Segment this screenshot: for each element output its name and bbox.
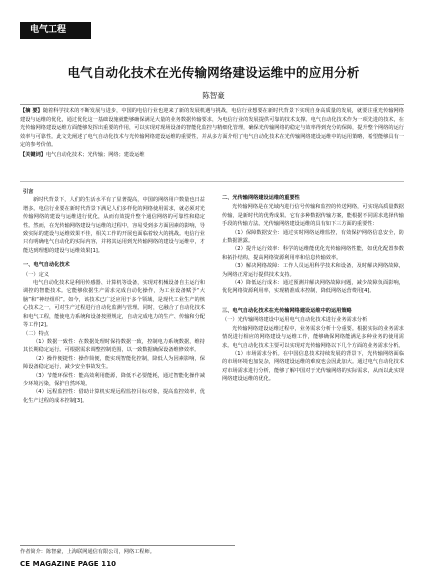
section-tag: 电气工程: [20, 22, 91, 39]
article-title: 电气自动化技术在光传输网络建设运维中的应用分析: [67, 65, 360, 80]
keywords-label: 【关键词】: [20, 151, 46, 158]
left-heading: （一）定义: [23, 271, 49, 278]
keywords-text: 电气自动化技术；光传输；网络；建设运维: [45, 151, 145, 158]
author: 陈智豪: [202, 91, 225, 100]
page-footer: CE MAGAZINE PAGE 110: [20, 560, 117, 568]
right-paragraph: 光传输网络是在光域内进行信号传输和监控的传送网络，可实现高质量数据传输，是新时代的优秀成果。它有多种数据传输方案，能根据不同需求选择传输手段的传输方法。光传输网络建设运维的具有如下三方面的重要性：: [222, 204, 404, 228]
right-paragraph: （3）解决网络故障：工作人员运用科学技术和设备，及时解决网络故障，为网络正常运行提供技术支持。: [222, 263, 404, 278]
left-heading: 一、电气自动化技术: [23, 262, 70, 269]
left-column: [23, 188, 205, 405]
right-heading: 三、电气自动化技术在光传输网络建设运维中的运用策略: [222, 307, 352, 314]
abstract-label: 【摘 要】: [20, 108, 43, 114]
right-paragraph: （1）保障数据安全：通过实时网络运维监控，有效保护网络信息安全，防止数据泄露。: [222, 229, 404, 245]
right-paragraph: （1）市场需求分析。在中国信息技术持续发展的背景下，光传输网络面临的市场环境也加复杂，网络建设运维的难度也会因此加大。通过电气自动化技术对市场需求进行分析，能够了解中国对于光传输网络的实际需求，从而以此实现网络建设运维的优化。: [222, 350, 404, 383]
right-column: [222, 188, 404, 384]
abstract-body: [20, 107, 404, 150]
right-paragraph: 光传输网络建设运维过程中，业务需求分析十分重要。根据实际的业务需求情况进行相应的网络建设与运维工作，能够确保网络能满足多种业务的使用需求。电气自动化技术主要可以实现对光传输网络以下几个方面的业务需求分析。: [222, 325, 404, 349]
right-paragraph: （4）降低运行成本：通过预测并解决网络故障问题，减少故障负面影响，优化网络资源利用率，实现精准成本控制，降低网络运营费用[4]。: [222, 280, 404, 295]
right-heading: （一）光传输网络建设中运用电气自动化技术进行业务需求分析: [222, 317, 368, 324]
keywords: [20, 151, 404, 160]
right-paragraph: （2）提升运行效率：科学的运维能优化光传输网络性能，如优化配置参数和拓扑结构，提高网络资源利用率和信息传输效率。: [222, 246, 404, 261]
abstract: [20, 104, 404, 160]
left-heading: （二）特点: [23, 330, 49, 337]
left-paragraph: 电气自动化技术是利用传感器、计算机等设备，实现对机械设备自主运行和调控的智能技术。它能够依据生产需求完成自动化操作，为工业设备赋予“大脑”和“神经组织”。如今，该技术已广泛应用于多个领域，是现代工业生产的核心技术之一，可对生产过程进行自动化监测与管理。同时，它融合了自动化技术和电气工程，能使电力系统和设备按照规定，自动完成电力的生产、传输和分配等工作[2]。: [23, 280, 205, 329]
left-paragraph: （3）节能环保性：能高效利用能源，降低不必要能耗，通过智能化操作减少环境污染，保护自然环境。: [23, 372, 205, 387]
right-heading: 二、光传输网络建设运维的重要性: [222, 195, 300, 201]
left-paragraph: （2）操作便捷性：操作简便，能实现智能化控制，降低人为因素影响，保障设备稳定运行，减少安全事故发生。: [23, 355, 205, 371]
abstract-text: 随着科学技术的不断发展与进步，中国的电信行业也迎来了新的发展机遇与挑战，电信行业想要在新时代背景下实现自身高质量的发展，就要注重光传输网络建设与运维的优化，通过优化这一基础设施就能够确保满足大量的业务数据传输要求，为电信行业的发展提供可靠的技术支撑。电气自动化技术作为一项先进的技术，在光传输网络建设运维方面能够发挥出重要的作用，可以实现对现场设备的智能化监控与精细化管理，确保光传输网络的稳定与效率得到充分的保障，提升整个网络的运行效率与可靠性。此文先阐述了电气自动化技术与光传输网络建设运维的重要性，并从多方面介绍了电气自动化技术在光传输网络建设运维中的运用策略，希望能够具有一定的参考价值。: [20, 108, 404, 149]
left-paragraph: （4）远程监控性：借助计算机实现远程监控目标对象，提高监控效率，优化生产过程的成本控制[3]。: [23, 389, 205, 404]
left-heading: 引言: [23, 189, 34, 195]
abstract-divider: [20, 181, 404, 182]
right-spacer: [222, 296, 404, 301]
author-footnote: 作者简介：陈智豪，上海联网通信有限公司，网络工程师。: [20, 545, 235, 555]
left-paragraph: 新时代背景下，人们的生活水平有了显著提高，中国的网络用户数量也日益增多。电信行业要在新时代背景下满足人们多样化的网络使用需求，就必须对光传输网络的建设与运维进行优化，从而有效提升整个通信网络的可靠性和稳定性。然而，在光传输网络建设与运维的过程中，容易受到多方面因素的影响，导致实际的建设与运维效果不佳，相关工作的开展也面临着较大的挑战。电信行业只有明确电气自动化的实际内容，并将其运用到光传输网络的建设与运维中，才能达到理想的建设与运维效果[1]。: [23, 197, 205, 254]
left-paragraph: （1）数据一致性：在数据处理时保持数据一致，控制电力系统数据，维持其长期稳定运行。可根据需求调整控制范围，以一致数据确保设备维修效率。: [23, 338, 205, 354]
